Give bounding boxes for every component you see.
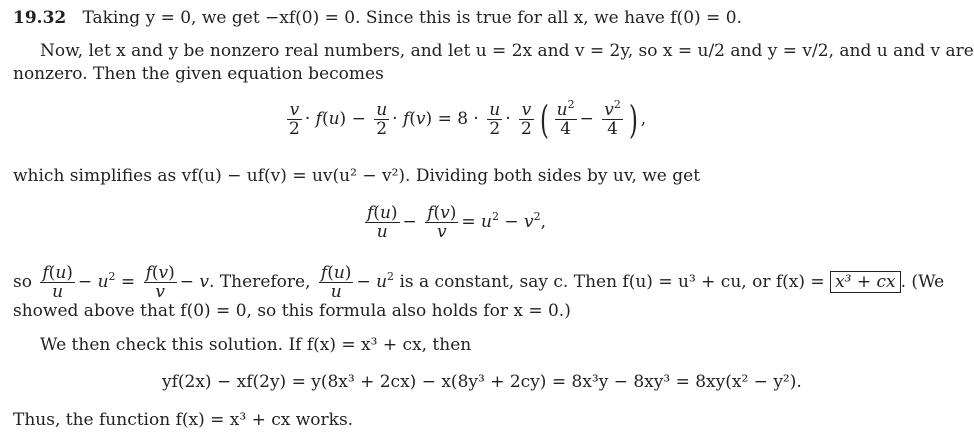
fraction: $\frac{u}{2}$	[489, 100, 501, 139]
simplify-line: which simplifies as vf(u) − uf(v) = uv(u² − v²). Dividing both sides by uv, we get	[13, 166, 701, 186]
final-line: Thus, the function f(x) = x³ + cx works.	[13, 410, 354, 430]
fraction: $\frac{f(u)}{u}$	[42, 263, 73, 302]
fraction: $\frac{v}{2}$	[289, 100, 300, 139]
conclusion-line-2: showed above that f(0) = 0, so this formula also holds for x = 0.)	[13, 301, 571, 321]
fraction: $\frac{f(u)}{u}$	[320, 263, 352, 302]
therefore-text: . Therefore,	[209, 272, 311, 292]
paragraph-line-2: nonzero. Then the given equation becomes	[13, 64, 384, 84]
fraction: $\frac{u^2}{4}$	[556, 98, 575, 139]
fraction: $\frac{f(v)}{v}$	[145, 263, 175, 302]
fraction: $\frac{f(u)}{u}$	[367, 203, 398, 242]
fraction: $\frac{u}{2}$	[376, 100, 388, 139]
so-word: so	[13, 272, 32, 292]
fraction: $\frac{v^2}{4}$	[604, 98, 621, 139]
fraction: $\frac{v}{2}$	[521, 100, 532, 139]
fraction: $\frac{f(v)}{v}$	[427, 203, 457, 242]
conclusion-line: so $\frac{f(u)}{u}$ − $u^2$ = $\frac{f(v)}{v}$ − v. Therefore, $\frac{f(u)}{u}$ − $u^2$ is a constant, say c. Then f(u) = u³ + cu, or f(x) = x³ + cx . (We	[13, 263, 945, 302]
problem-intro-line	[13, 7, 742, 29]
problem-intro: Taking y = 0, we get −xf(0) = 0. Since this is true for all x, we have f(0) = 0.	[82, 8, 742, 28]
we-text: . (We	[900, 272, 945, 292]
check-intro: We then check this solution. If f(x) = x³ + cx, then	[40, 335, 472, 355]
paragraph-line-1: Now, let x and y be nonzero real numbers, and let u = 2x and v = 2y, so x = u/2 and y = v/2, and u and v are	[40, 41, 974, 61]
equation-divided: $\frac{f(u)}{u}$ − $\frac{f(v)}{v}$ = $u^2 - v^2$,	[367, 203, 547, 242]
equation-substituted: $\frac{v}{2}$ · f(u) − $\frac{u}{2}$ · f(v) = 8 · $\frac{u}{2}$ · $\frac{v}{2}$ ( $\frac{u^2}{4}$ − $\frac{v^2}{4}$ ) ,	[289, 97, 647, 142]
problem-number: 19.32	[13, 8, 67, 28]
constant-text: is a constant, say c. Then f(u) = u³ + cu, or f(x) =	[399, 272, 825, 292]
check-equation: yf(2x) − xf(2y) = y(8x³ + 2cx) − x(8y³ + 2cy) = 8x³y − 8xy³ = 8xy(x² − y²).	[162, 372, 802, 392]
boxed-answer: x³ + cx	[830, 271, 901, 293]
